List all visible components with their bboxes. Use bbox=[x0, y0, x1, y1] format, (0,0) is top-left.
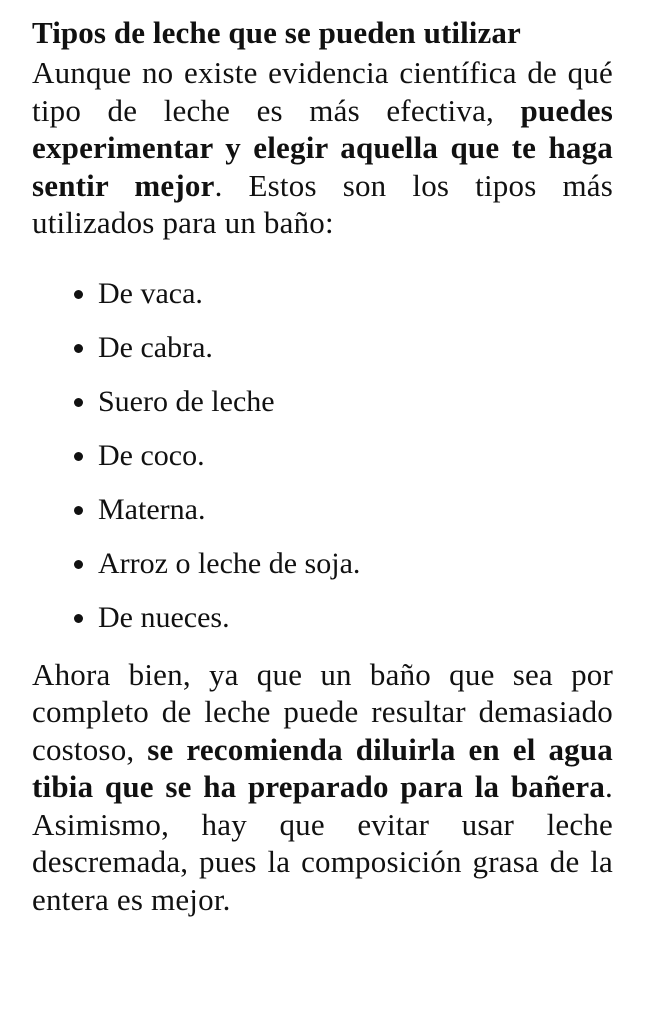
list-item bbox=[32, 492, 613, 546]
list-item-text: Suero de leche bbox=[98, 384, 275, 418]
bullet-icon bbox=[74, 560, 83, 569]
list-item bbox=[32, 384, 613, 438]
closing-text-start: Ahora bien, ya que un baño que sea por completo de leche puede resultar demasiado costoso, bbox=[32, 656, 613, 767]
intro-bold-text: puedes experimentar y elegir aquella que te haga sentir mejor bbox=[32, 92, 613, 203]
list-item bbox=[32, 330, 613, 384]
list-item-text: Materna. bbox=[98, 492, 206, 526]
list-item-text: Arroz o leche de soja. bbox=[98, 546, 361, 580]
bullet-icon bbox=[74, 614, 83, 623]
list-item-text: De cabra. bbox=[98, 330, 213, 364]
list-item-text: De vaca. bbox=[98, 276, 203, 310]
list-item-text: De coco. bbox=[98, 438, 205, 472]
list-item bbox=[32, 276, 613, 330]
list-item-text: De nueces. bbox=[98, 600, 230, 634]
intro-text-start: Aunque no existe evidencia científica de qué tipo de leche es más efectiva, bbox=[32, 55, 613, 128]
intro-paragraph bbox=[32, 54, 613, 242]
closing-paragraph bbox=[32, 656, 613, 919]
list-item bbox=[32, 600, 613, 654]
closing-bold-text: se recomienda diluirla en el agua tibia que se ha preparado para la bañera bbox=[32, 731, 613, 804]
intro-text-end: . Estos son los tipos más utilizados para un baño: bbox=[32, 167, 613, 240]
closing-text-end: . Asimismo, hay que evitar usar leche descremada, pues la composición grasa de la entera es mejor. bbox=[32, 769, 613, 917]
article-body bbox=[32, 12, 613, 918]
bullet-icon bbox=[74, 452, 83, 461]
milk-types-list bbox=[32, 276, 613, 654]
bullet-icon bbox=[74, 506, 83, 515]
bullet-icon bbox=[74, 344, 83, 353]
list-item bbox=[32, 438, 613, 492]
bullet-icon bbox=[74, 290, 83, 299]
list-item bbox=[32, 546, 613, 600]
section-heading: Tipos de leche que se pueden utilizar bbox=[32, 15, 521, 50]
bullet-icon bbox=[74, 398, 83, 407]
